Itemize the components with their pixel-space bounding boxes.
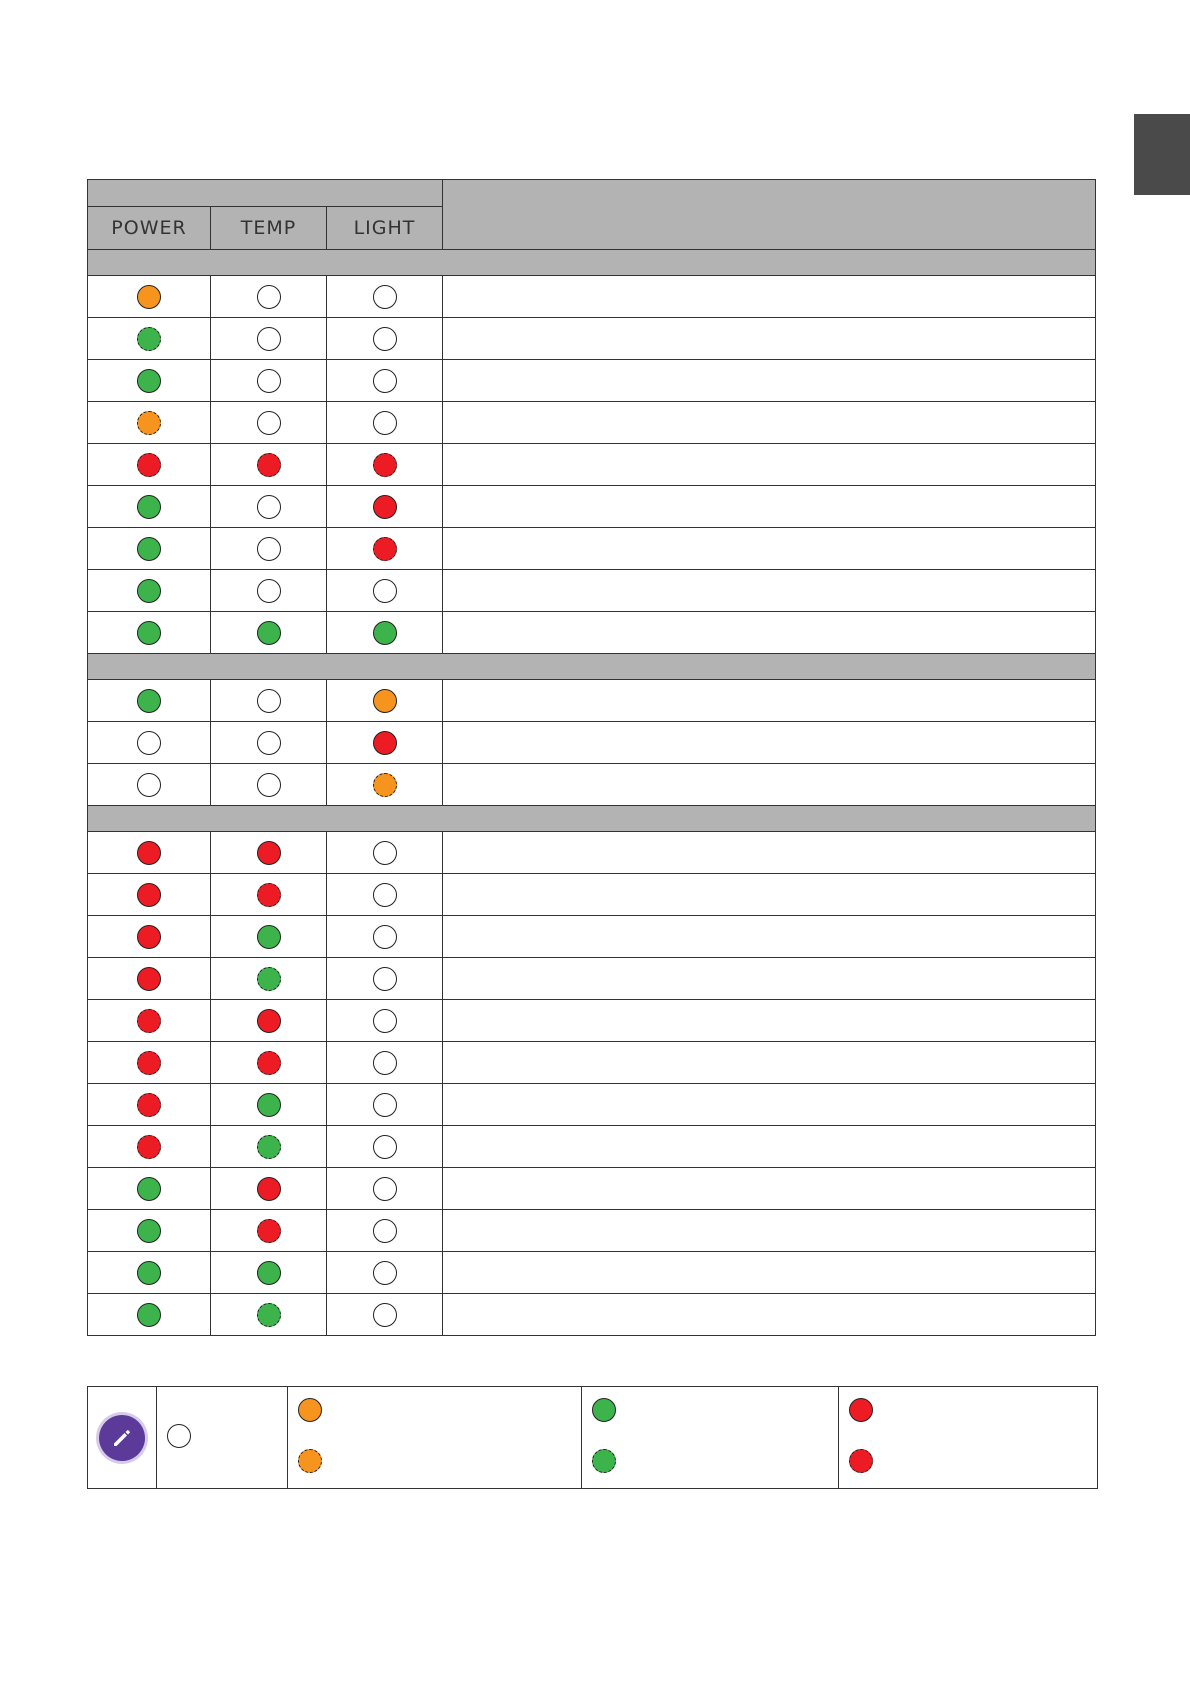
- temp-led-off: [257, 495, 281, 519]
- status-description-cell: [443, 680, 1096, 722]
- light-cell: [327, 916, 443, 958]
- temp-led-green-solid: [257, 925, 281, 949]
- section-header-row: [88, 250, 1096, 276]
- temp-led-off: [257, 327, 281, 351]
- header-description-cell: [443, 180, 1096, 250]
- table-row: [88, 528, 1096, 570]
- light-led-off: [373, 925, 397, 949]
- light-led-orange-solid: [373, 689, 397, 713]
- light-cell: [327, 722, 443, 764]
- temp-led-off: [257, 689, 281, 713]
- light-led-off: [373, 1135, 397, 1159]
- light-cell: [327, 402, 443, 444]
- status-description-cell: [443, 1084, 1096, 1126]
- power-led-green-solid: [137, 1177, 161, 1201]
- light-cell: [327, 958, 443, 1000]
- temp-led-off: [257, 579, 281, 603]
- temp-cell: [211, 1210, 327, 1252]
- temp-led-off: [257, 773, 281, 797]
- light-led-off: [373, 1219, 397, 1243]
- temp-cell: [211, 1042, 327, 1084]
- table-row: [88, 1210, 1096, 1252]
- light-led-off: [373, 579, 397, 603]
- status-description-cell: [443, 1126, 1096, 1168]
- table-row: [88, 874, 1096, 916]
- temp-led-green-solid: [257, 621, 281, 645]
- light-cell: [327, 360, 443, 402]
- temp-cell: [211, 1168, 327, 1210]
- power-cell: [88, 276, 211, 318]
- power-cell: [88, 1168, 211, 1210]
- table-header-top: [88, 180, 1096, 207]
- power-cell: [88, 1084, 211, 1126]
- legend-led-green-solid: [592, 1398, 616, 1422]
- header-group-cell: [88, 180, 443, 207]
- power-cell: [88, 764, 211, 806]
- table-row: [88, 1294, 1096, 1336]
- temp-cell: [211, 680, 327, 722]
- power-cell: [88, 612, 211, 654]
- legend-note-cell: [88, 1387, 157, 1489]
- power-cell: [88, 444, 211, 486]
- power-led-red-blink: [137, 1135, 161, 1159]
- table-row: [88, 486, 1096, 528]
- temp-cell: [211, 276, 327, 318]
- power-cell: [88, 360, 211, 402]
- temp-cell: [211, 486, 327, 528]
- temp-cell: [211, 1084, 327, 1126]
- power-led-green-solid: [137, 1261, 161, 1285]
- light-cell: [327, 1000, 443, 1042]
- temp-led-red-blink: [257, 1051, 281, 1075]
- power-led-red-solid: [137, 883, 161, 907]
- temp-led-off: [257, 369, 281, 393]
- power-led-green-solid: [137, 537, 161, 561]
- table-row: [88, 916, 1096, 958]
- light-cell: [327, 1126, 443, 1168]
- table-row: [88, 1000, 1096, 1042]
- temp-cell: [211, 318, 327, 360]
- power-led-red-blink: [137, 1051, 161, 1075]
- temp-led-off: [257, 411, 281, 435]
- table-row: [88, 1042, 1096, 1084]
- light-cell: [327, 318, 443, 360]
- light-cell: [327, 1042, 443, 1084]
- light-led-off: [373, 369, 397, 393]
- temp-led-red-blink: [257, 1219, 281, 1243]
- temp-cell: [211, 570, 327, 612]
- light-cell: [327, 486, 443, 528]
- status-description-cell: [443, 528, 1096, 570]
- temp-led-red-solid: [257, 1177, 281, 1201]
- legend-off-cell: [157, 1387, 288, 1489]
- power-led-green-solid: [137, 495, 161, 519]
- section-header-cell: [88, 654, 1096, 680]
- table-row: [88, 402, 1096, 444]
- temp-cell: [211, 722, 327, 764]
- status-description-cell: [443, 874, 1096, 916]
- indicator-table: [87, 179, 1096, 1336]
- legend-led-red-blink: [849, 1449, 873, 1473]
- temp-led-green-blink: [257, 1135, 281, 1159]
- table-body: [88, 250, 1096, 1336]
- status-description-cell: [443, 612, 1096, 654]
- table-row: [88, 570, 1096, 612]
- power-led-off: [137, 731, 161, 755]
- table-row: [88, 1126, 1096, 1168]
- power-cell: [88, 1126, 211, 1168]
- header-temp: TEMP: [211, 207, 327, 250]
- light-led-off: [373, 1261, 397, 1285]
- legend-row: [88, 1387, 1098, 1489]
- section-header-row: [88, 654, 1096, 680]
- table-row: [88, 764, 1096, 806]
- light-led-red-blink: [373, 453, 397, 477]
- table-row: [88, 612, 1096, 654]
- temp-led-red-blink: [257, 883, 281, 907]
- status-description-cell: [443, 722, 1096, 764]
- status-description-cell: [443, 402, 1096, 444]
- light-led-off: [373, 1093, 397, 1117]
- temp-led-green-blink: [257, 1303, 281, 1327]
- table-row: [88, 360, 1096, 402]
- light-cell: [327, 276, 443, 318]
- light-led-off: [373, 411, 397, 435]
- status-description-cell: [443, 570, 1096, 612]
- page-tab-marker: [1134, 114, 1190, 195]
- light-led-green-solid: [373, 621, 397, 645]
- power-led-off: [137, 773, 161, 797]
- power-cell: [88, 1294, 211, 1336]
- table-row: [88, 1168, 1096, 1210]
- table-row: [88, 832, 1096, 874]
- temp-cell: [211, 1294, 327, 1336]
- light-led-off: [373, 1177, 397, 1201]
- section-header-row: [88, 806, 1096, 832]
- status-description-cell: [443, 444, 1096, 486]
- temp-led-green-blink: [257, 967, 281, 991]
- status-description-cell: [443, 1042, 1096, 1084]
- light-cell: [327, 874, 443, 916]
- light-led-off: [373, 883, 397, 907]
- power-led-green-blink: [137, 327, 161, 351]
- table-row: [88, 680, 1096, 722]
- light-led-off: [373, 967, 397, 991]
- light-led-red-solid: [373, 731, 397, 755]
- light-led-off: [373, 327, 397, 351]
- status-description-cell: [443, 764, 1096, 806]
- light-led-off: [373, 1009, 397, 1033]
- power-cell: [88, 1252, 211, 1294]
- power-cell: [88, 528, 211, 570]
- power-led-orange-solid: [137, 285, 161, 309]
- temp-led-green-solid: [257, 1093, 281, 1117]
- table-row: [88, 1252, 1096, 1294]
- power-led-green-solid: [137, 621, 161, 645]
- temp-cell: [211, 528, 327, 570]
- light-cell: [327, 1168, 443, 1210]
- power-led-orange-blink: [137, 411, 161, 435]
- light-led-orange-blink: [373, 773, 397, 797]
- legend-led-red-solid: [849, 1398, 873, 1422]
- status-description-cell: [443, 958, 1096, 1000]
- power-led-green-solid: [137, 1219, 161, 1243]
- status-description-cell: [443, 276, 1096, 318]
- temp-cell: [211, 402, 327, 444]
- power-led-red-solid: [137, 967, 161, 991]
- temp-led-off: [257, 731, 281, 755]
- light-cell: [327, 832, 443, 874]
- table-row: [88, 276, 1096, 318]
- legend-led-orange-solid: [298, 1398, 322, 1422]
- legend-orange-cell: [288, 1387, 582, 1489]
- power-led-red-solid: [137, 841, 161, 865]
- header-light: LIGHT: [327, 207, 443, 250]
- power-cell: [88, 832, 211, 874]
- light-cell: [327, 764, 443, 806]
- power-cell: [88, 402, 211, 444]
- section-header-cell: [88, 250, 1096, 276]
- temp-led-off: [257, 537, 281, 561]
- light-cell: [327, 444, 443, 486]
- temp-cell: [211, 832, 327, 874]
- pencil-note-icon: [99, 1415, 145, 1461]
- status-description-cell: [443, 318, 1096, 360]
- legend-led-orange-blink: [298, 1449, 322, 1473]
- light-led-off: [373, 285, 397, 309]
- power-led-green-solid: [137, 579, 161, 603]
- table-row: [88, 318, 1096, 360]
- light-cell: [327, 1294, 443, 1336]
- temp-cell: [211, 874, 327, 916]
- temp-led-off: [257, 285, 281, 309]
- legend-led-green-blink: [592, 1449, 616, 1473]
- status-description-cell: [443, 486, 1096, 528]
- light-cell: [327, 1084, 443, 1126]
- power-cell: [88, 1000, 211, 1042]
- power-cell: [88, 680, 211, 722]
- temp-led-red-solid: [257, 841, 281, 865]
- status-description-cell: [443, 1168, 1096, 1210]
- legend-red-cell: [839, 1387, 1098, 1489]
- legend-green-cell: [582, 1387, 839, 1489]
- status-description-cell: [443, 916, 1096, 958]
- status-description-cell: [443, 1294, 1096, 1336]
- power-cell: [88, 1042, 211, 1084]
- power-cell: [88, 486, 211, 528]
- power-led-green-solid: [137, 1303, 161, 1327]
- power-led-green-solid: [137, 369, 161, 393]
- table-row: [88, 722, 1096, 764]
- status-description-cell: [443, 360, 1096, 402]
- light-cell: [327, 570, 443, 612]
- power-led-red-blink: [137, 1093, 161, 1117]
- light-cell: [327, 528, 443, 570]
- temp-led-green-solid: [257, 1261, 281, 1285]
- temp-cell: [211, 1126, 327, 1168]
- light-led-red-blink: [373, 537, 397, 561]
- power-cell: [88, 318, 211, 360]
- temp-cell: [211, 1000, 327, 1042]
- power-led-red-blink: [137, 453, 161, 477]
- temp-cell: [211, 1252, 327, 1294]
- light-cell: [327, 612, 443, 654]
- status-description-cell: [443, 1252, 1096, 1294]
- table-row: [88, 1084, 1096, 1126]
- status-description-cell: [443, 832, 1096, 874]
- led-legend: [87, 1386, 1098, 1489]
- temp-led-red-solid: [257, 1009, 281, 1033]
- power-led-red-blink: [137, 1009, 161, 1033]
- status-description-cell: [443, 1000, 1096, 1042]
- temp-led-red-blink: [257, 453, 281, 477]
- header-power: POWER: [88, 207, 211, 250]
- power-cell: [88, 958, 211, 1000]
- light-cell: [327, 1252, 443, 1294]
- section-header-cell: [88, 806, 1096, 832]
- power-cell: [88, 916, 211, 958]
- power-cell: [88, 722, 211, 764]
- power-led-red-solid: [137, 925, 161, 949]
- temp-cell: [211, 360, 327, 402]
- light-cell: [327, 1210, 443, 1252]
- temp-cell: [211, 444, 327, 486]
- table-row: [88, 444, 1096, 486]
- light-led-off: [373, 841, 397, 865]
- legend-led-off: [167, 1424, 191, 1448]
- temp-cell: [211, 612, 327, 654]
- temp-cell: [211, 764, 327, 806]
- light-led-off: [373, 1051, 397, 1075]
- power-cell: [88, 570, 211, 612]
- table-row: [88, 958, 1096, 1000]
- temp-cell: [211, 916, 327, 958]
- light-cell: [327, 680, 443, 722]
- light-led-off: [373, 1303, 397, 1327]
- power-led-green-solid: [137, 689, 161, 713]
- light-led-red-solid: [373, 495, 397, 519]
- status-description-cell: [443, 1210, 1096, 1252]
- power-cell: [88, 874, 211, 916]
- temp-cell: [211, 958, 327, 1000]
- power-cell: [88, 1210, 211, 1252]
